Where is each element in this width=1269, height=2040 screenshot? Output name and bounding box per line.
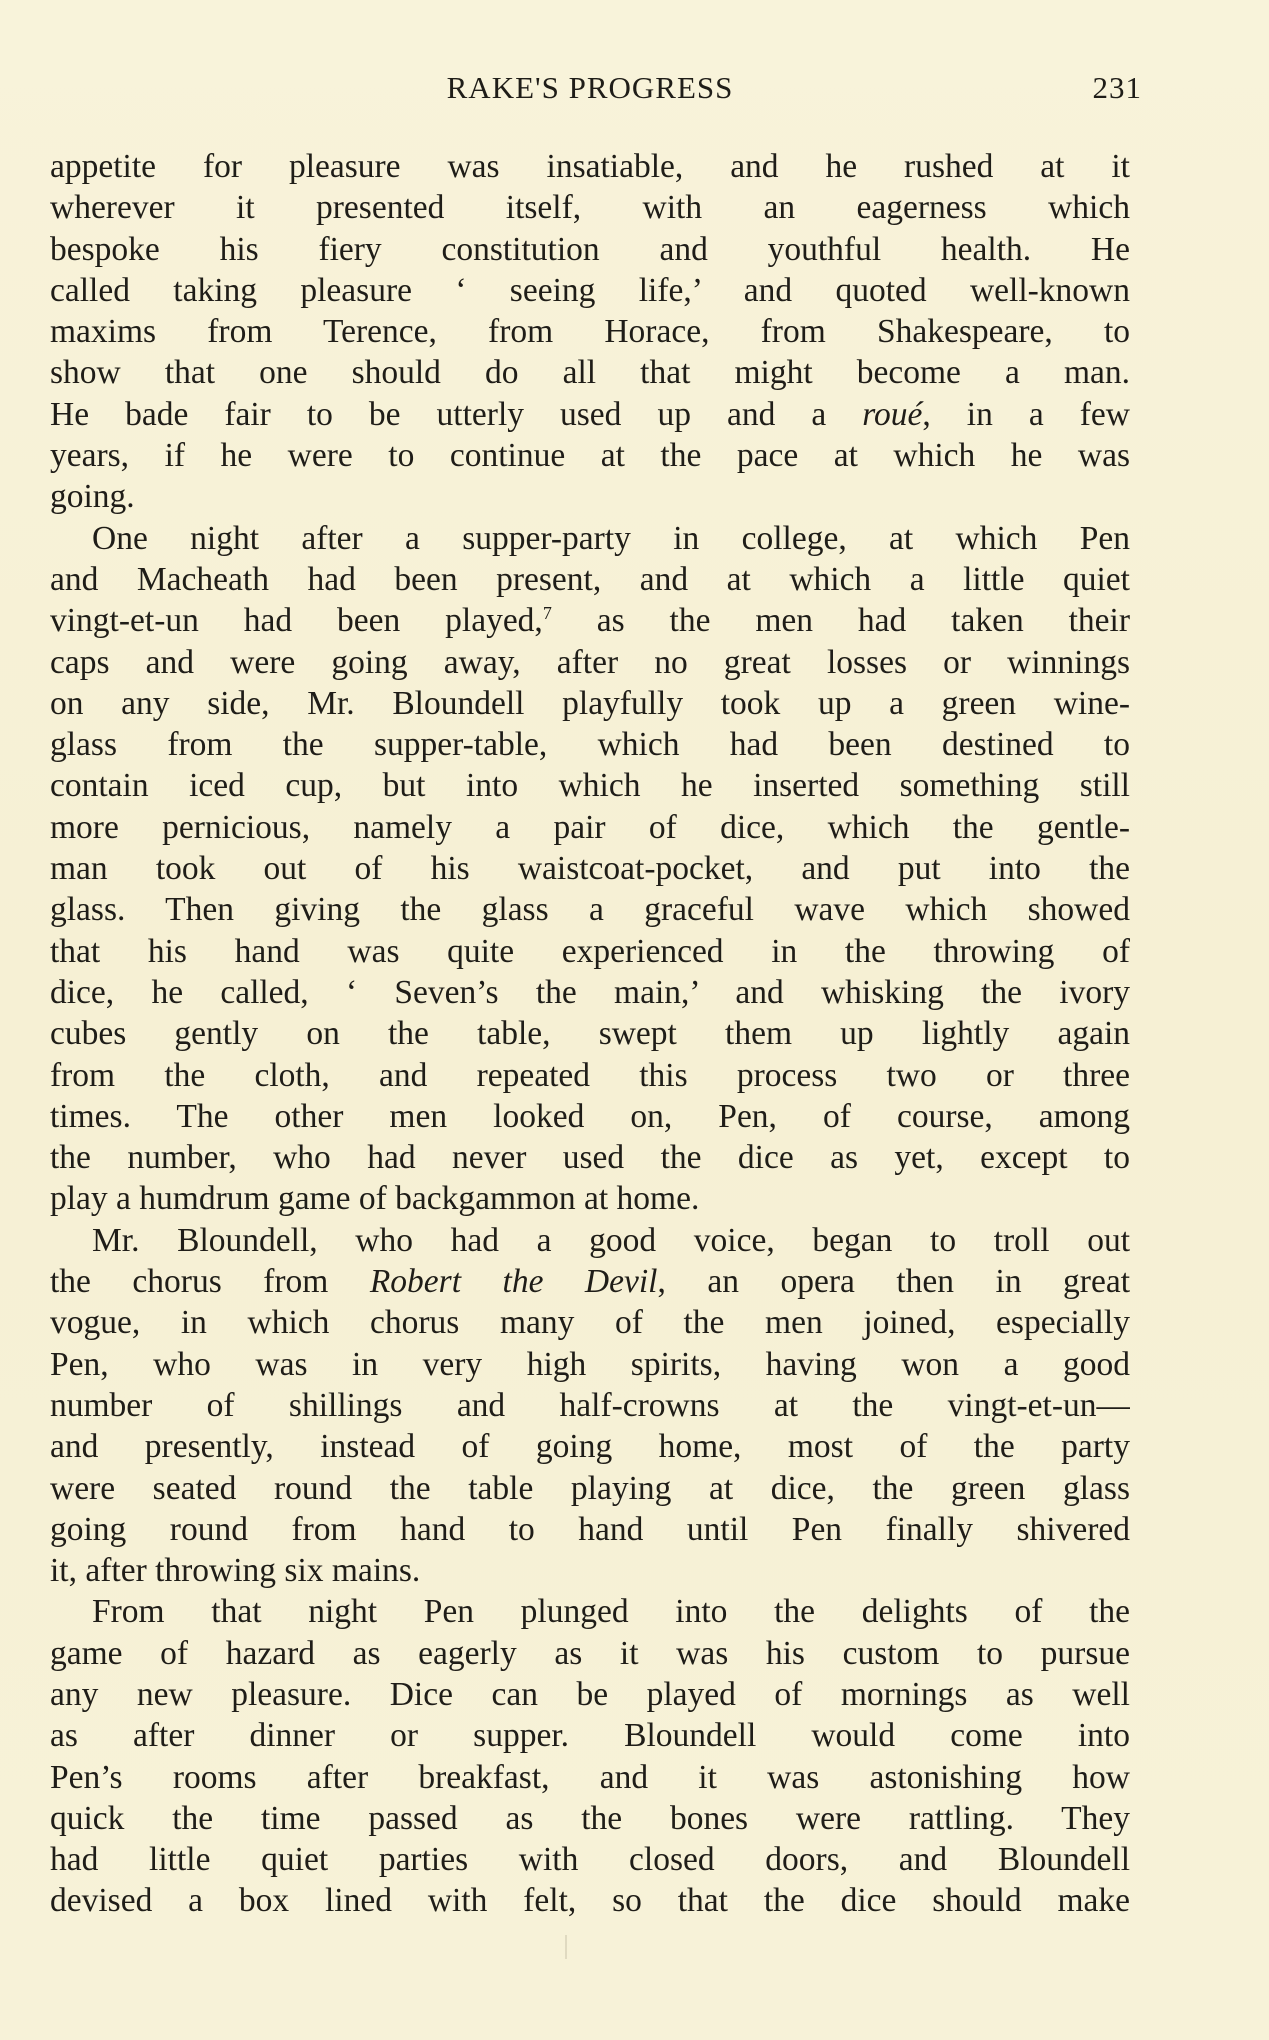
text-line: going. <box>50 478 135 516</box>
text-line: glass. Then giving the glass a graceful wave which showed <box>50 891 1130 929</box>
text-line: it, after throwing six mains. <box>50 1552 421 1590</box>
page-header <box>50 70 1142 114</box>
running-title: RAKE'S PROGRESS <box>446 70 734 105</box>
text-line: more pernicious, namely a pair of dice, which the gentle- <box>50 808 1130 846</box>
text-line: on any side, Mr. Bloundell playfully took up a green wine- <box>50 684 1130 722</box>
text-line: glass from the supper-table, which had been destined to <box>50 726 1130 764</box>
text-line: maxims from Terence, from Horace, from Shakespeare, to <box>50 313 1130 351</box>
text-line: One night after a supper-party in college, at which Pen <box>92 519 1130 557</box>
text-line: Pen, who was in very high spirits, having won a good <box>50 1345 1130 1383</box>
text-line: vingt-et-un had been played,$^7$ as the men had taken their <box>50 602 1130 640</box>
text-line: He bade fair to be utterly used up and a roué, in a few <box>50 395 1130 433</box>
text-line: man took out of his waistcoat-pocket, and put into the <box>50 850 1130 888</box>
text-line: devised a box lined with felt, so that the dice should make <box>50 1882 1130 1920</box>
text-line: the chorus from Robert the Devil, an opera then in great <box>50 1263 1130 1301</box>
text-line: caps and were going away, after no great losses or winnings <box>50 643 1130 681</box>
text-line: going round from hand to hand until Pen finally shivered <box>50 1510 1130 1548</box>
text-line: bespoke his fiery constitution and youthful health. He <box>50 230 1130 268</box>
text-line: vogue, in which chorus many of the men joined, especially <box>50 1304 1130 1342</box>
text-line: from the cloth, and repeated this process two or three <box>50 1056 1130 1094</box>
text-line: cubes gently on the table, swept them up lightly again <box>50 1015 1130 1053</box>
body-text <box>50 146 1130 1922</box>
text-line: and presently, instead of going home, most of the party <box>50 1428 1130 1466</box>
text-line: that his hand was quite experienced in the throwing of <box>50 932 1130 970</box>
text-line: and Macheath had been present, and at which a little quiet <box>50 560 1130 598</box>
text-line: show that one should do all that might become a man. <box>50 354 1130 392</box>
text-line: any new pleasure. Dice can be played of mornings as well <box>50 1675 1130 1713</box>
paper-mark <box>565 1935 567 1959</box>
text-line: years, if he were to continue at the pace at which he was <box>50 437 1130 475</box>
text-line: number of shillings and half-crowns at the vingt-et-un— <box>50 1386 1130 1424</box>
page-number: 231 <box>1092 70 1142 105</box>
text-line: had little quiet parties with closed doors, and Bloundell <box>50 1841 1130 1879</box>
text-line: game of hazard as eagerly as it was his custom to pursue <box>50 1634 1130 1672</box>
text-line: play a humdrum game of backgammon at home. <box>50 1180 700 1218</box>
text-line: wherever it presented itself, with an eagerness which <box>50 189 1130 227</box>
text-line: times. The other men looked on, Pen, of course, among <box>50 1097 1130 1135</box>
text-line: quick the time passed as the bones were rattling. They <box>50 1799 1130 1837</box>
text-line: contain iced cup, but into which he inserted something still <box>50 767 1130 805</box>
text-line: Mr. Bloundell, who had a good voice, began to troll out <box>92 1221 1130 1259</box>
text-line: dice, he called, ‘ Seven’s the main,’ and whisking the ivory <box>50 973 1130 1011</box>
text-line: as after dinner or supper. Bloundell would come into <box>50 1717 1130 1755</box>
text-line: Pen’s rooms after breakfast, and it was astonishing how <box>50 1758 1130 1796</box>
text-line: the number, who had never used the dice as yet, except to <box>50 1139 1130 1177</box>
text-line: were seated round the table playing at dice, the green glass <box>50 1469 1130 1507</box>
text-line: called taking pleasure ‘ seeing life,’ and quoted well-known <box>50 271 1130 309</box>
text-line: From that night Pen plunged into the delights of the <box>92 1593 1130 1631</box>
text-line: appetite for pleasure was insatiable, and he rushed at it <box>50 148 1130 185</box>
